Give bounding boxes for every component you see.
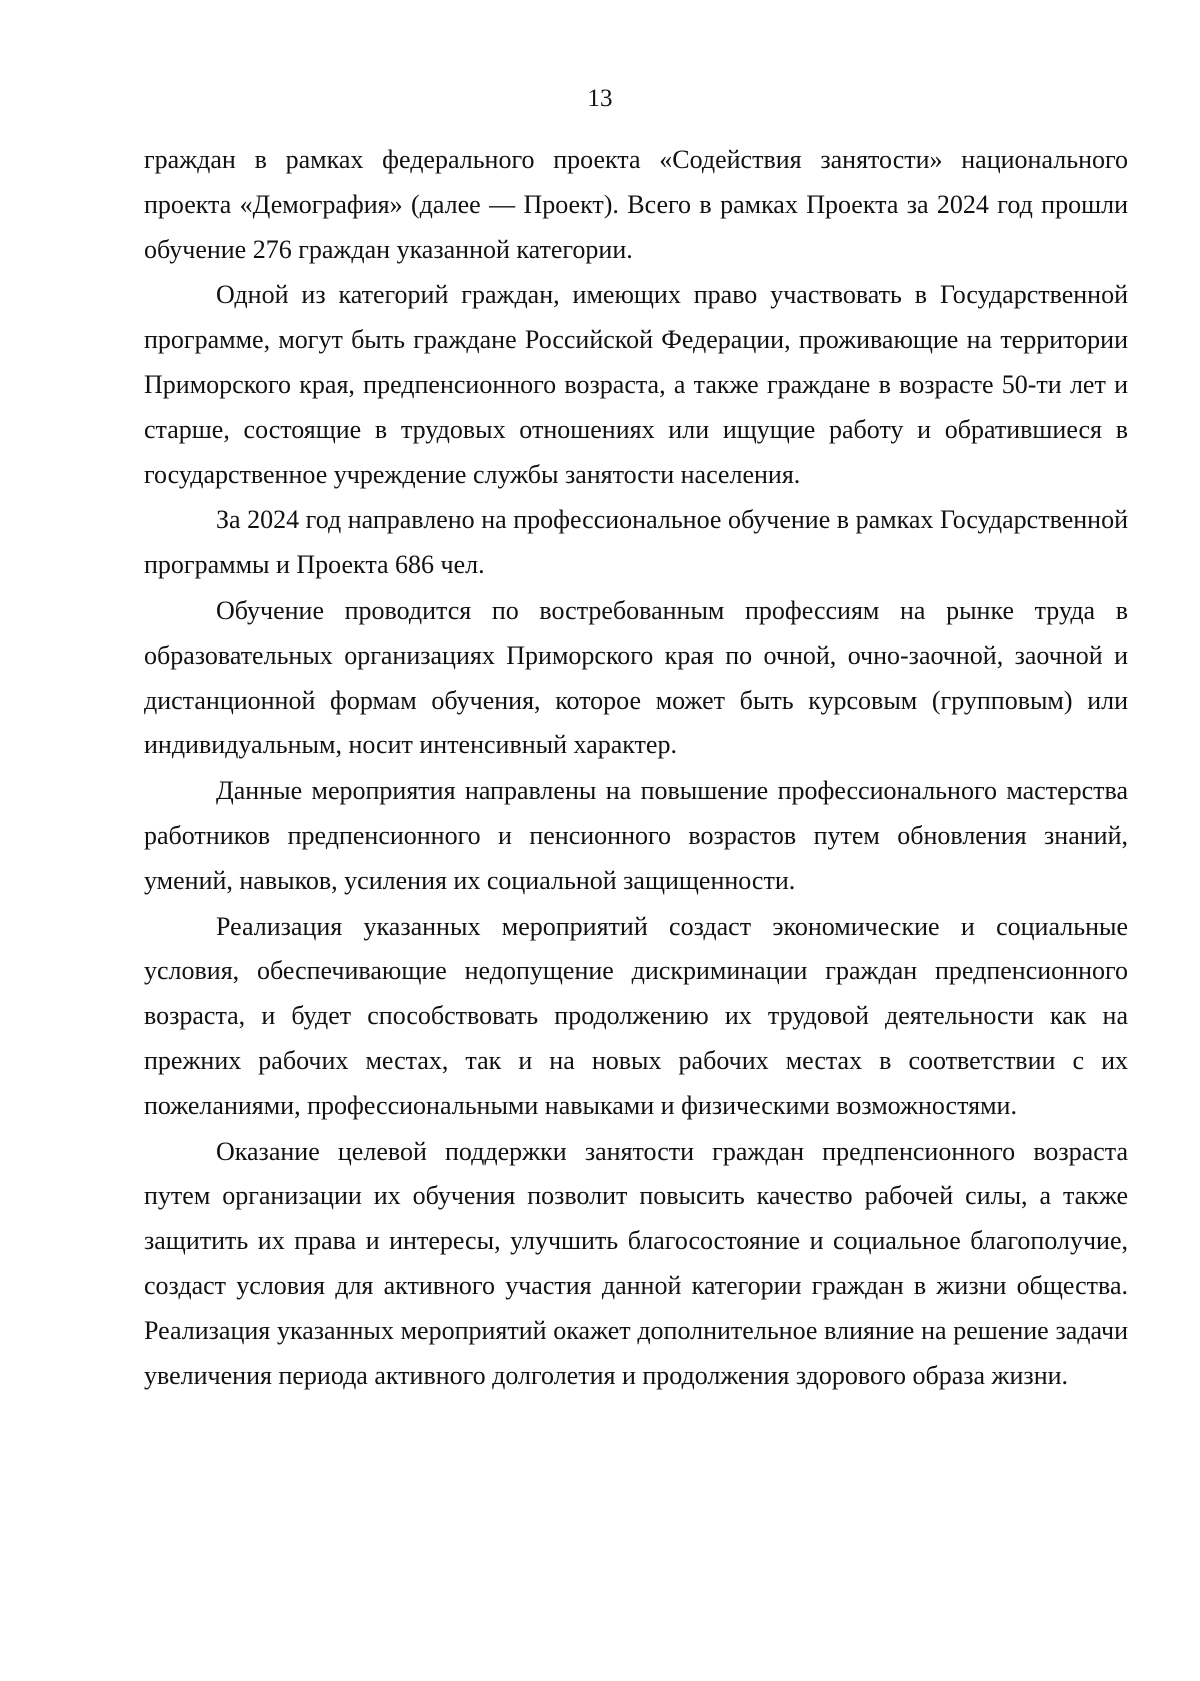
page-number: 13 — [587, 85, 613, 112]
paragraph-conditions: Реализация указанных мероприятий создаст экономические и социальные условия, обеспечивающие недопущение дискриминации граждан предпенсионного возраста, и будет способствовать продолжению их трудовой деятельности как на прежних рабочих местах, так и на новых рабочих местах в соответствии с их пожеланиями, профессиональными навыками и физическими возможностями. — [144, 911, 1128, 1120]
paragraph-training-forms: Обучение проводится по востребованным профессиям на рынке труда в образовательных организациях Приморского края по очной, очно-заочной, заочной и дистанционной формам обучения, которое может быть курсовым (групповым) или индивидуальным, носит интенсивный характер. — [144, 595, 1128, 760]
paragraph-measures-purpose: Данные мероприятия направлены на повышение профессионального мастерства работников предпенсионного и пенсионного возрастов путем обновления знаний, умений, навыков, усиления их социальной защищенности. — [144, 776, 1128, 895]
document-body — [144, 138, 1128, 1399]
paragraph-2024-total: За 2024 год направлено на профессиональное обучение в рамках Государственной программы и Проекта 686 чел. — [144, 505, 1128, 580]
paragraph-continuation: граждан в рамках федерального проекта «Содействия занятости» национального проекта «Демография» (далее — Проект). Всего в рамках Проекта за 2024 год прошли обучение 276 граждан указанной категории. — [144, 145, 1128, 264]
paragraph-targeted-support: Оказание целевой поддержки занятости граждан предпенсионного возраста путем организации их обучения позволит повысить качество рабочей силы, а также защитить их права и интересы, улучшить благосостояние и социальное благополучие, создаст условия для активного участия данной категории граждан в жизни общества. Реализация указанных мероприятий окажет дополнительное влияние на решение задачи увеличения периода активного долголетия и продолжения здорового образа жизни. — [144, 1136, 1128, 1390]
paragraph-eligible-categories: Одной из категорий граждан, имеющих право участвовать в Государственной программе, могут быть граждане Российской Федерации, проживающие на территории Приморского края, предпенсионного возраста, а также граждане в возрасте 50-ти лет и старше, состоящие в трудовых отношениях или ищущие работу и обратившиеся в государственное учреждение службы занятости населения. — [144, 280, 1128, 489]
